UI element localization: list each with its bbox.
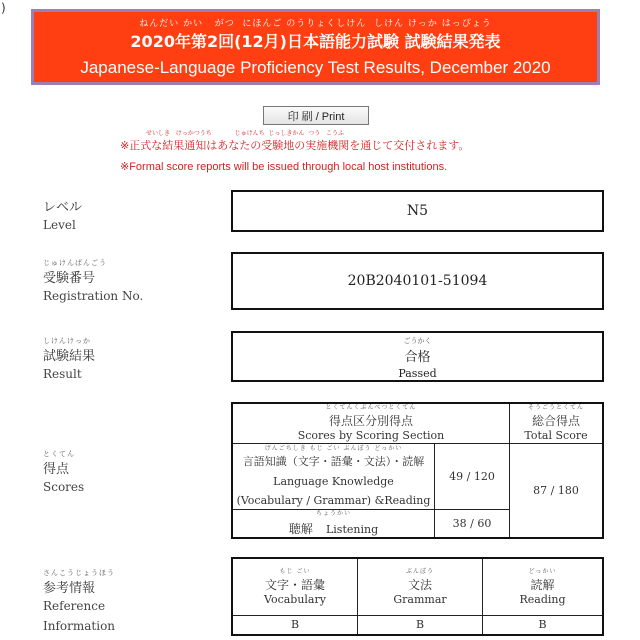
level-value-box [231,190,604,232]
registration-value-box [231,252,604,310]
section-header-jp: 得点区分別得点 [328,414,413,429]
listening-ruby: ちょうかい [315,509,351,517]
scores-label [43,449,84,494]
section-header-cell [232,403,510,443]
scores-label-jp: 得点 [43,462,70,477]
notice-en: ※Formal score reports will be issued through local host institutions. [120,161,448,173]
reference-col-reading [483,558,604,615]
vocabulary-en: Vocabulary [264,592,326,606]
language-knowledge-ruby: げんごちしき もじ ごい ぶんぽう どっかい [264,445,403,452]
language-knowledge-row [232,443,603,509]
registration-label-jp: 受験番号 [43,271,96,286]
total-header-cell [510,403,604,443]
reference-label-en-1: Reference [43,599,106,613]
language-knowledge-cell [232,443,435,509]
reference-header-row [232,558,603,615]
reference-label-en-2: Information [43,619,116,633]
listening-en: Listening [325,522,379,536]
page-fragment-text: ) [1,1,6,15]
listening-score: 38 / 60 [435,509,510,538]
result-value-ruby: ごうかく [403,337,432,345]
listening-cell [232,509,435,538]
registration-ruby: じゅけんばんごう [43,259,107,267]
language-knowledge-en-1: Language Knowledge [273,475,394,488]
reading-en: Reading [519,592,566,606]
reference-col-vocabulary [232,558,358,615]
level-label-jp: レベル [43,200,83,215]
level-label-en: Level [43,218,76,232]
grammar-grade: B [358,615,483,635]
reference-label [43,568,115,633]
scores-header-row [232,403,603,443]
result-value-en: Passed [398,367,437,380]
reading-grade: B [483,615,604,635]
result-label-en: Result [43,367,82,381]
listening-jp: 聴解 [288,521,313,536]
registration-label-en: Registration No. [43,289,144,303]
result-ruby: しけんけっか [43,337,91,345]
section-header-ruby: とくてんくぶんべつとくてん [325,404,417,412]
total-header-jp: 総合得点 [531,414,580,429]
reference-ruby: さんこうじょうほう [43,569,115,577]
title-ruby: ねんだい かい がつ にほんご のうりょくしけん しけん けっか はっぴょう [139,19,492,29]
vocabulary-ruby: もじ ごい [279,567,311,575]
notice-ruby: せいしき けっかつうち じゅけんち じっしきかん つう こうふ [146,130,344,137]
scores-table [231,402,604,539]
vocabulary-jp: 文字・語彙 [264,577,325,592]
reference-col-grammar [358,558,483,615]
language-knowledge-jp: 言語知識（文字・語彙・文法）・読解 [242,455,425,468]
level-value: N5 [406,203,429,219]
grammar-en: Grammar [393,592,447,606]
reference-table [231,557,604,636]
reference-grade-row [232,615,603,635]
language-knowledge-score: 49 / 120 [435,443,510,509]
scores-label-en: Scores [43,480,85,494]
notice-jp: ※正式な結果通知はあなたの受験地の実施機関を通じて交付されます。 [120,139,470,152]
total-score: 87 / 180 [510,443,604,538]
reading-jp: 読解 [530,577,555,592]
results-header-banner [31,9,600,85]
result-value-box [231,331,604,382]
section-header-en: Scores by Scoring Section [297,429,445,443]
level-label [43,196,82,232]
registration-label [43,258,143,303]
registration-number: 20B2040101-51094 [347,273,488,289]
result-label-jp: 試験結果 [43,349,96,364]
page-title-en: Japanese-Language Proficiency Test Results, December 2020 [80,58,551,77]
grammar-ruby: ぶんぽう [405,567,434,575]
reading-ruby: どっかい [528,567,557,575]
total-header-en: Total Score [524,429,588,443]
reference-label-jp: 参考情報 [43,581,96,596]
vocabulary-grade: B [232,615,358,635]
scores-ruby: とくてん [43,450,75,458]
language-knowledge-en-2: (Vocabulary / Grammar) &Reading [236,494,431,507]
result-value-jp: 合格 [404,350,431,365]
print-button[interactable]: 印 刷 / Print [263,106,369,125]
page-title-jp: 2020年第2回(12月)日本語能力試験 試験結果発表 [130,32,501,51]
result-label [43,336,95,381]
grammar-jp: 文法 [407,577,432,592]
total-header-ruby: そうごうとくてん [527,404,584,412]
